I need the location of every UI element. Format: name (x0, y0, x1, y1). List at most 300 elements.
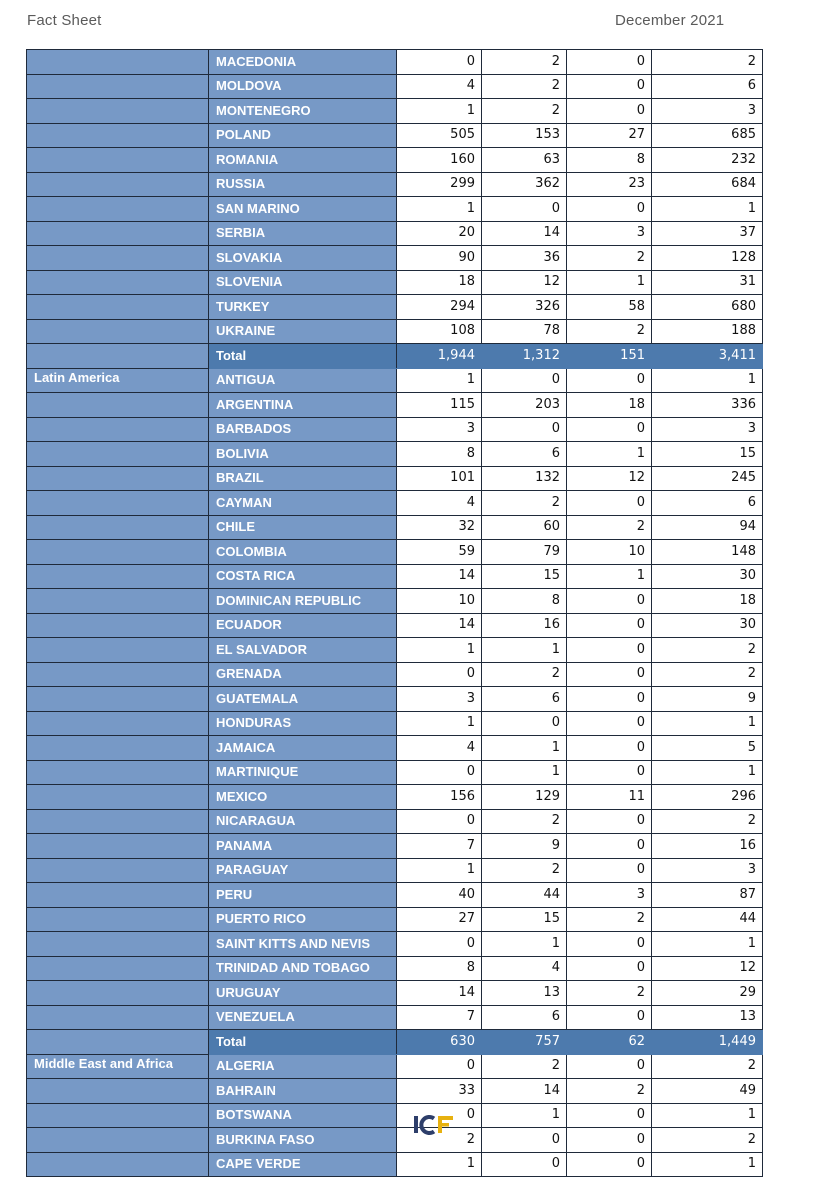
value-cell: 14 (397, 613, 482, 638)
value-cell: 0 (397, 809, 482, 834)
country-name: MEXICO (209, 785, 397, 810)
value-cell: 13 (652, 1005, 763, 1030)
region-cell (27, 932, 209, 957)
country-name: ROMANIA (209, 148, 397, 173)
value-cell: 2 (567, 319, 652, 344)
table-row (27, 319, 763, 344)
value-cell: 8 (397, 442, 482, 467)
table-row (27, 1152, 763, 1177)
table-row (27, 1103, 763, 1128)
value-cell: 1 (567, 564, 652, 589)
region-cell (27, 809, 209, 834)
region-cell (27, 687, 209, 712)
value-cell: 0 (567, 662, 652, 687)
value-cell: 0 (567, 760, 652, 785)
region-cell (27, 1079, 209, 1104)
value-cell: 0 (567, 50, 652, 75)
country-name: UKRAINE (209, 319, 397, 344)
value-cell: 4 (397, 74, 482, 99)
country-name: GUATEMALA (209, 687, 397, 712)
region-cell: Middle East and Africa (27, 1054, 209, 1079)
country-name: TRINIDAD AND TOBAGO (209, 956, 397, 981)
region-cell (27, 50, 209, 75)
value-cell: 12 (652, 956, 763, 981)
value-cell: 6 (482, 1005, 567, 1030)
region-cell (27, 540, 209, 565)
region-cell (27, 907, 209, 932)
value-cell: 148 (652, 540, 763, 565)
value-cell: 0 (397, 1103, 482, 1128)
country-name: COLOMBIA (209, 540, 397, 565)
value-cell: 3 (567, 221, 652, 246)
total-label: Total (209, 1030, 397, 1055)
country-name: VENEZUELA (209, 1005, 397, 1030)
value-cell: 23 (567, 172, 652, 197)
value-cell: 2 (482, 662, 567, 687)
region-cell: Latin America (27, 368, 209, 393)
table-row (27, 1128, 763, 1153)
value-cell: 684 (652, 172, 763, 197)
value-cell: 132 (482, 466, 567, 491)
table-row (27, 809, 763, 834)
value-cell: 362 (482, 172, 567, 197)
region-cell (27, 442, 209, 467)
value-cell: 1 (397, 1152, 482, 1177)
value-cell: 1 (482, 932, 567, 957)
value-cell: 0 (567, 589, 652, 614)
region-cell (27, 1103, 209, 1128)
value-cell: 79 (482, 540, 567, 565)
value-cell: 10 (397, 589, 482, 614)
table-row (27, 466, 763, 491)
value-cell: 0 (567, 1103, 652, 1128)
value-cell: 0 (482, 1152, 567, 1177)
page-header-title: Fact Sheet (27, 12, 102, 29)
table-row (27, 99, 763, 124)
value-cell: 36 (482, 246, 567, 271)
value-cell: 14 (482, 221, 567, 246)
value-cell: 0 (397, 932, 482, 957)
region-cell (27, 589, 209, 614)
value-cell: 1 (482, 1103, 567, 1128)
value-cell: 0 (567, 956, 652, 981)
table-row (27, 834, 763, 859)
value-cell: 3 (567, 883, 652, 908)
value-cell: 2 (567, 1079, 652, 1104)
value-cell: 0 (567, 687, 652, 712)
value-cell: 2 (652, 809, 763, 834)
table-row (27, 907, 763, 932)
region-cell (27, 344, 209, 369)
value-cell: 1 (652, 711, 763, 736)
table-row (27, 515, 763, 540)
value-cell: 0 (567, 858, 652, 883)
value-cell: 296 (652, 785, 763, 810)
icf-logo (412, 1113, 457, 1137)
table-row (27, 417, 763, 442)
value-cell: 0 (482, 368, 567, 393)
total-value-cell: 1,449 (652, 1030, 763, 1055)
value-cell: 0 (567, 736, 652, 761)
value-cell: 0 (482, 417, 567, 442)
table-row (27, 981, 763, 1006)
total-label: Total (209, 344, 397, 369)
value-cell: 153 (482, 123, 567, 148)
country-name: URUGUAY (209, 981, 397, 1006)
country-name: POLAND (209, 123, 397, 148)
value-cell: 1 (652, 1103, 763, 1128)
value-cell: 326 (482, 295, 567, 320)
total-value-cell: 151 (567, 344, 652, 369)
value-cell: 2 (567, 907, 652, 932)
value-cell: 27 (397, 907, 482, 932)
value-cell: 0 (482, 197, 567, 222)
value-cell: 60 (482, 515, 567, 540)
value-cell: 1 (397, 368, 482, 393)
value-cell: 156 (397, 785, 482, 810)
value-cell: 108 (397, 319, 482, 344)
country-name: MOLDOVA (209, 74, 397, 99)
value-cell: 0 (567, 932, 652, 957)
total-value-cell: 1,944 (397, 344, 482, 369)
region-cell (27, 221, 209, 246)
table-row (27, 1005, 763, 1030)
country-name: SLOVAKIA (209, 246, 397, 271)
region-cell (27, 564, 209, 589)
value-cell: 7 (397, 834, 482, 859)
value-cell: 3 (652, 858, 763, 883)
value-cell: 40 (397, 883, 482, 908)
total-value-cell: 757 (482, 1030, 567, 1055)
value-cell: 2 (567, 515, 652, 540)
value-cell: 4 (397, 736, 482, 761)
value-cell: 6 (652, 74, 763, 99)
table-row (27, 785, 763, 810)
country-name: SERBIA (209, 221, 397, 246)
value-cell: 1 (567, 442, 652, 467)
value-cell: 18 (567, 393, 652, 418)
value-cell: 90 (397, 246, 482, 271)
value-cell: 3 (397, 687, 482, 712)
country-name: MACEDONIA (209, 50, 397, 75)
total-value-cell: 62 (567, 1030, 652, 1055)
value-cell: 0 (567, 809, 652, 834)
value-cell: 87 (652, 883, 763, 908)
country-name: BOTSWANA (209, 1103, 397, 1128)
table-row (27, 711, 763, 736)
value-cell: 2 (567, 246, 652, 271)
value-cell: 2 (652, 1054, 763, 1079)
table-row (27, 197, 763, 222)
value-cell: 78 (482, 319, 567, 344)
value-cell: 0 (482, 711, 567, 736)
table-row (27, 613, 763, 638)
region-cell (27, 760, 209, 785)
value-cell: 7 (397, 1005, 482, 1030)
table-row (27, 123, 763, 148)
region-cell (27, 393, 209, 418)
value-cell: 2 (567, 981, 652, 1006)
value-cell: 8 (397, 956, 482, 981)
value-cell: 31 (652, 270, 763, 295)
value-cell: 505 (397, 123, 482, 148)
value-cell: 2 (482, 74, 567, 99)
value-cell: 2 (482, 1054, 567, 1079)
table-row (27, 148, 763, 173)
country-name: GRENADA (209, 662, 397, 687)
table-row (27, 1054, 763, 1079)
value-cell: 0 (397, 1054, 482, 1079)
value-cell: 16 (652, 834, 763, 859)
value-cell: 245 (652, 466, 763, 491)
country-name: BAHRAIN (209, 1079, 397, 1104)
table-row (27, 564, 763, 589)
country-name: ECUADOR (209, 613, 397, 638)
value-cell: 14 (397, 981, 482, 1006)
country-name: TURKEY (209, 295, 397, 320)
country-name: CAPE VERDE (209, 1152, 397, 1177)
value-cell: 115 (397, 393, 482, 418)
value-cell: 63 (482, 148, 567, 173)
table-row (27, 858, 763, 883)
country-name: BURKINA FASO (209, 1128, 397, 1153)
value-cell: 1 (482, 760, 567, 785)
region-cell (27, 834, 209, 859)
value-cell: 2 (652, 662, 763, 687)
country-name: CAYMAN (209, 491, 397, 516)
table-row (27, 540, 763, 565)
value-cell: 0 (567, 74, 652, 99)
value-cell: 37 (652, 221, 763, 246)
value-cell: 2 (482, 99, 567, 124)
table-row (27, 295, 763, 320)
region-cell (27, 736, 209, 761)
country-name: ANTIGUA (209, 368, 397, 393)
value-cell: 12 (482, 270, 567, 295)
country-name: SAN MARINO (209, 197, 397, 222)
table-row (27, 932, 763, 957)
value-cell: 12 (567, 466, 652, 491)
region-cell (27, 858, 209, 883)
table-row (27, 956, 763, 981)
region-cell (27, 99, 209, 124)
region-cell (27, 74, 209, 99)
value-cell: 4 (482, 956, 567, 981)
table-row (27, 246, 763, 271)
table-row (27, 883, 763, 908)
region-cell (27, 172, 209, 197)
region-cell (27, 1152, 209, 1177)
value-cell: 44 (482, 883, 567, 908)
value-cell: 0 (397, 50, 482, 75)
table-row (27, 368, 763, 393)
value-cell: 129 (482, 785, 567, 810)
table-row (27, 638, 763, 663)
value-cell: 8 (482, 589, 567, 614)
logo-letter-c (421, 1117, 434, 1133)
value-cell: 6 (652, 491, 763, 516)
country-name: JAMAICA (209, 736, 397, 761)
value-cell: 15 (482, 564, 567, 589)
table-row (27, 442, 763, 467)
value-cell: 18 (397, 270, 482, 295)
value-cell: 44 (652, 907, 763, 932)
country-name: MONTENEGRO (209, 99, 397, 124)
country-name: PARAGUAY (209, 858, 397, 883)
value-cell: 1 (397, 197, 482, 222)
value-cell: 8 (567, 148, 652, 173)
value-cell: 2 (482, 50, 567, 75)
value-cell: 9 (652, 687, 763, 712)
table-row (27, 491, 763, 516)
region-cell (27, 491, 209, 516)
value-cell: 2 (482, 809, 567, 834)
country-name: COSTA RICA (209, 564, 397, 589)
value-cell: 58 (567, 295, 652, 320)
region-cell (27, 638, 209, 663)
value-cell: 15 (482, 907, 567, 932)
table-row (27, 589, 763, 614)
value-cell: 1 (652, 760, 763, 785)
value-cell: 5 (652, 736, 763, 761)
table-row (27, 687, 763, 712)
value-cell: 6 (482, 687, 567, 712)
country-name: RUSSIA (209, 172, 397, 197)
value-cell: 14 (482, 1079, 567, 1104)
value-cell: 3 (652, 99, 763, 124)
value-cell: 16 (482, 613, 567, 638)
value-cell: 2 (482, 491, 567, 516)
value-cell: 0 (567, 1054, 652, 1079)
table-row (27, 172, 763, 197)
value-cell: 49 (652, 1079, 763, 1104)
value-cell: 160 (397, 148, 482, 173)
country-name: NICARAGUA (209, 809, 397, 834)
table-row (27, 662, 763, 687)
value-cell: 680 (652, 295, 763, 320)
value-cell: 336 (652, 393, 763, 418)
value-cell: 1 (652, 368, 763, 393)
value-cell: 30 (652, 613, 763, 638)
country-name: BOLIVIA (209, 442, 397, 467)
region-cell (27, 515, 209, 540)
region-cell (27, 1030, 209, 1055)
value-cell: 27 (567, 123, 652, 148)
region-cell (27, 662, 209, 687)
region-cell (27, 319, 209, 344)
total-row (27, 1030, 763, 1055)
value-cell: 0 (567, 1128, 652, 1153)
value-cell: 101 (397, 466, 482, 491)
region-cell (27, 246, 209, 271)
country-name: DOMINICAN REPUBLIC (209, 589, 397, 614)
value-cell: 0 (567, 834, 652, 859)
value-cell: 0 (567, 368, 652, 393)
table-row (27, 736, 763, 761)
region-cell (27, 270, 209, 295)
region-cell (27, 148, 209, 173)
value-cell: 0 (397, 760, 482, 785)
table-row (27, 74, 763, 99)
value-cell: 2 (652, 50, 763, 75)
value-cell: 1 (397, 99, 482, 124)
value-cell: 0 (567, 1005, 652, 1030)
region-cell (27, 295, 209, 320)
value-cell: 0 (397, 662, 482, 687)
value-cell: 294 (397, 295, 482, 320)
value-cell: 232 (652, 148, 763, 173)
country-name: MARTINIQUE (209, 760, 397, 785)
value-cell: 1 (397, 711, 482, 736)
value-cell: 29 (652, 981, 763, 1006)
value-cell: 1 (652, 1152, 763, 1177)
total-value-cell: 1,312 (482, 344, 567, 369)
value-cell: 2 (397, 1128, 482, 1153)
table-row (27, 50, 763, 75)
value-cell: 2 (652, 638, 763, 663)
country-name: HONDURAS (209, 711, 397, 736)
total-value-cell: 630 (397, 1030, 482, 1055)
value-cell: 1 (652, 932, 763, 957)
page-header-date: December 2021 (615, 12, 725, 29)
region-cell (27, 785, 209, 810)
value-cell: 3 (652, 417, 763, 442)
table-row (27, 393, 763, 418)
logo-letter-f-mid (438, 1123, 449, 1127)
total-value-cell: 3,411 (652, 344, 763, 369)
value-cell: 1 (482, 638, 567, 663)
country-name: PANAMA (209, 834, 397, 859)
region-cell (27, 613, 209, 638)
total-row (27, 344, 763, 369)
value-cell: 14 (397, 564, 482, 589)
country-statistics-table (26, 49, 763, 1177)
value-cell: 0 (567, 417, 652, 442)
value-cell: 0 (567, 613, 652, 638)
value-cell: 128 (652, 246, 763, 271)
table-row (27, 760, 763, 785)
value-cell: 10 (567, 540, 652, 565)
value-cell: 1 (397, 638, 482, 663)
country-name: BRAZIL (209, 466, 397, 491)
value-cell: 11 (567, 785, 652, 810)
value-cell: 1 (397, 858, 482, 883)
value-cell: 30 (652, 564, 763, 589)
value-cell: 2 (482, 858, 567, 883)
value-cell: 2 (652, 1128, 763, 1153)
value-cell: 59 (397, 540, 482, 565)
value-cell: 15 (652, 442, 763, 467)
value-cell: 0 (567, 197, 652, 222)
country-name: PUERTO RICO (209, 907, 397, 932)
value-cell: 685 (652, 123, 763, 148)
table-row (27, 270, 763, 295)
table-row (27, 1079, 763, 1104)
country-name: PERU (209, 883, 397, 908)
value-cell: 0 (567, 491, 652, 516)
value-cell: 6 (482, 442, 567, 467)
region-cell (27, 417, 209, 442)
country-name: SAINT KITTS AND NEVIS (209, 932, 397, 957)
value-cell: 1 (652, 197, 763, 222)
region-cell (27, 956, 209, 981)
country-name: EL SALVADOR (209, 638, 397, 663)
value-cell: 9 (482, 834, 567, 859)
country-name: CHILE (209, 515, 397, 540)
region-cell (27, 123, 209, 148)
table-row (27, 221, 763, 246)
region-cell (27, 883, 209, 908)
